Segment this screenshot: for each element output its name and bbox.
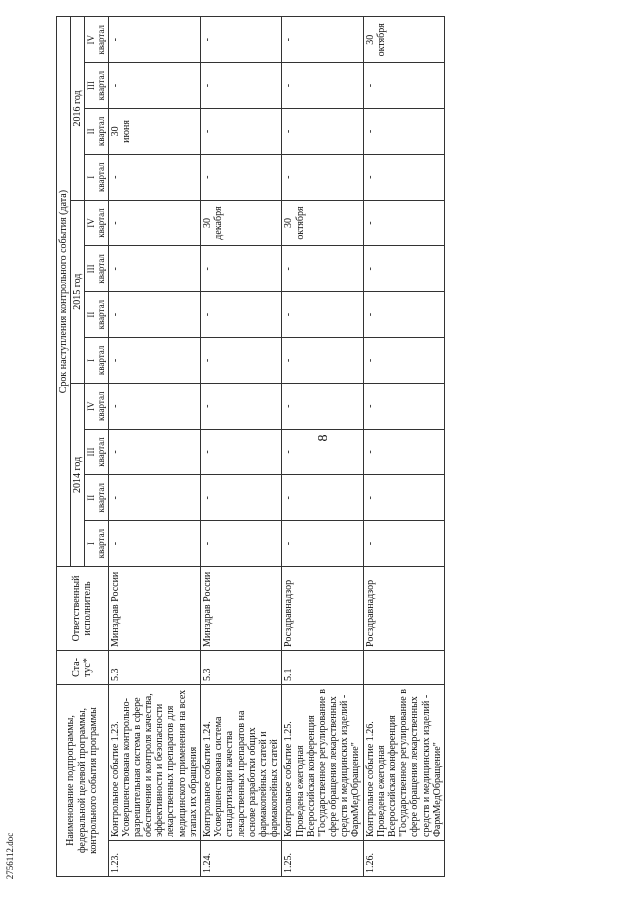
deadline-cell: - bbox=[363, 246, 444, 292]
header-executor: Ответственный исполнитель bbox=[57, 566, 109, 650]
deadline-date bbox=[201, 200, 282, 246]
date-part: 30 bbox=[364, 34, 376, 45]
quarter-word: квартал bbox=[96, 528, 107, 559]
deadline-cell: - bbox=[108, 338, 201, 384]
control-events-table bbox=[56, 16, 445, 877]
quarter-number: I bbox=[86, 542, 97, 546]
quarter-word: квартал bbox=[96, 116, 107, 147]
deadline-cell: - bbox=[282, 475, 363, 521]
quarter-number: III bbox=[86, 264, 97, 274]
deadline-cell: - bbox=[108, 429, 201, 475]
header-quarter bbox=[85, 17, 108, 63]
deadline-cell: - bbox=[363, 338, 444, 384]
quarter-number: II bbox=[86, 311, 97, 318]
deadline-cell: - bbox=[363, 292, 444, 338]
deadline-cell: - bbox=[201, 246, 282, 292]
header-quarter bbox=[85, 200, 108, 246]
deadline-cell: - bbox=[363, 429, 444, 475]
quarter-number: IV bbox=[86, 35, 97, 45]
deadline-cell: - bbox=[201, 475, 282, 521]
deadline-cell: - bbox=[201, 154, 282, 200]
deadline-cell: - bbox=[363, 521, 444, 567]
deadline-date bbox=[108, 109, 201, 155]
event-status: 5.3 bbox=[201, 650, 282, 684]
header-quarter bbox=[85, 429, 108, 475]
deadline-cell: - bbox=[201, 63, 282, 109]
deadline-cell: - bbox=[201, 429, 282, 475]
quarter-number: III bbox=[86, 447, 97, 457]
deadline-cell: - bbox=[282, 154, 363, 200]
table-row bbox=[201, 17, 282, 877]
deadline-date bbox=[282, 200, 363, 246]
deadline-cell: - bbox=[363, 63, 444, 109]
header-year: 2016 год bbox=[71, 17, 85, 200]
deadline-cell: - bbox=[201, 292, 282, 338]
deadline-cell: - bbox=[282, 109, 363, 155]
deadline-cell: - bbox=[201, 521, 282, 567]
deadline-cell: - bbox=[282, 429, 363, 475]
header-quarter bbox=[85, 154, 108, 200]
header-quarter bbox=[85, 383, 108, 429]
table-row bbox=[282, 17, 363, 877]
header-quarter bbox=[85, 338, 108, 384]
event-name: Контрольное событие 1.25. Проведена ежегодная Всероссийская конференция "Государственное регулирование в сфере обращения лекарственных средств и медицинских изделий - ФармМедОбращение" bbox=[282, 684, 363, 840]
table-row bbox=[108, 17, 201, 877]
row-number: 1.26. bbox=[363, 841, 444, 877]
deadline-cell: - bbox=[108, 246, 201, 292]
deadline-cell: - bbox=[108, 63, 201, 109]
header-quarter bbox=[85, 109, 108, 155]
deadline-cell: - bbox=[282, 521, 363, 567]
deadline-cell: - bbox=[108, 383, 201, 429]
deadline-cell: - bbox=[201, 109, 282, 155]
event-name: Контрольное событие 1.24. Усовершенствована система стандартизации качества лекарственных препаратов на основе разработки общих фармакопейных статей и фармакопейных статей bbox=[201, 684, 282, 840]
quarter-word: квартал bbox=[96, 437, 107, 467]
header-year: 2015 год bbox=[71, 200, 85, 383]
responsible-executor: Минздрав России bbox=[108, 566, 201, 650]
quarter-word: квартал bbox=[96, 299, 107, 330]
quarter-number: I bbox=[86, 175, 97, 179]
quarter-word: квартал bbox=[96, 254, 107, 284]
date-part: 30 bbox=[283, 218, 295, 229]
quarter-number: II bbox=[86, 494, 97, 501]
date-part: декабря bbox=[213, 206, 225, 240]
event-name: Контрольное событие 1.23. Усовершенствована контрольно-разрешительная система в сфере обеспечения и контроля качества, эффективности и безопасности лекарственных препаратов для медицинского применения на всех этапах их обращения bbox=[108, 684, 201, 840]
deadline-cell: - bbox=[201, 383, 282, 429]
deadline-cell: - bbox=[282, 292, 363, 338]
header-quarter bbox=[85, 475, 108, 521]
deadline-cell: - bbox=[363, 154, 444, 200]
header-deadline: Срок наступления контрольного события (дата) bbox=[57, 17, 71, 567]
responsible-executor: Росздравнадзор bbox=[282, 566, 363, 650]
quarter-number: III bbox=[86, 81, 97, 91]
quarter-number: IV bbox=[86, 218, 97, 228]
event-status: 5.3 bbox=[108, 650, 201, 684]
header-year: 2014 год bbox=[71, 383, 85, 566]
deadline-cell: - bbox=[108, 154, 201, 200]
date-part: октября bbox=[294, 206, 306, 240]
quarter-word: квартал bbox=[96, 208, 107, 238]
deadline-cell: - bbox=[282, 63, 363, 109]
quarter-word: квартал bbox=[96, 162, 107, 192]
row-number: 1.24. bbox=[201, 841, 282, 877]
deadline-cell: - bbox=[363, 109, 444, 155]
deadline-cell: - bbox=[201, 17, 282, 63]
deadline-cell: - bbox=[282, 383, 363, 429]
header-quarter bbox=[85, 246, 108, 292]
table-row bbox=[363, 17, 444, 877]
row-number: 1.23. bbox=[108, 841, 201, 877]
quarter-word: квартал bbox=[96, 25, 107, 55]
header-name: Наименование подпрограммы, федеральной целевой программы, контрольного события программы bbox=[57, 684, 109, 876]
quarter-word: квартал bbox=[96, 345, 107, 376]
header-quarter bbox=[85, 63, 108, 109]
date-part: октября bbox=[375, 23, 387, 57]
deadline-cell: - bbox=[108, 17, 201, 63]
quarter-number: II bbox=[86, 128, 97, 135]
quarter-number: IV bbox=[86, 401, 97, 411]
deadline-cell: - bbox=[282, 338, 363, 384]
date-part: 30 bbox=[109, 126, 121, 137]
rotated-table-container bbox=[56, 17, 616, 877]
quarter-word: квартал bbox=[96, 70, 107, 101]
deadline-cell: - bbox=[363, 475, 444, 521]
deadline-cell: - bbox=[108, 521, 201, 567]
event-status bbox=[363, 650, 444, 684]
quarter-word: квартал bbox=[96, 483, 107, 513]
deadline-cell: - bbox=[108, 200, 201, 246]
page-number: 8 bbox=[316, 434, 331, 442]
deadline-cell: - bbox=[363, 200, 444, 246]
deadline-cell: - bbox=[282, 246, 363, 292]
event-name: Контрольное событие 1.26. Проведена ежегодная Всероссийская конференция "Государственное регулирование в сфере обращения лекарственных средств и медицинских изделий - ФармМедОбращение" bbox=[363, 684, 444, 840]
header-status: Ста-тус* bbox=[57, 650, 109, 684]
deadline-cell: - bbox=[363, 383, 444, 429]
quarter-number: I bbox=[86, 358, 97, 362]
deadline-cell: - bbox=[108, 475, 201, 521]
event-status: 5.1 bbox=[282, 650, 363, 684]
date-part: 30 bbox=[202, 218, 214, 229]
deadline-cell: - bbox=[108, 292, 201, 338]
responsible-executor: Минздрав России bbox=[201, 566, 282, 650]
deadline-cell: - bbox=[282, 17, 363, 63]
deadline-date bbox=[363, 17, 444, 63]
header-quarter bbox=[85, 292, 108, 338]
header-quarter bbox=[85, 521, 108, 567]
responsible-executor: Росздравнадзор bbox=[363, 566, 444, 650]
file-name: 2756112.doc bbox=[5, 832, 15, 880]
deadline-cell: - bbox=[201, 338, 282, 384]
date-part: июня bbox=[120, 120, 132, 143]
row-number: 1.25. bbox=[282, 841, 363, 877]
quarter-word: квартал bbox=[96, 391, 107, 421]
